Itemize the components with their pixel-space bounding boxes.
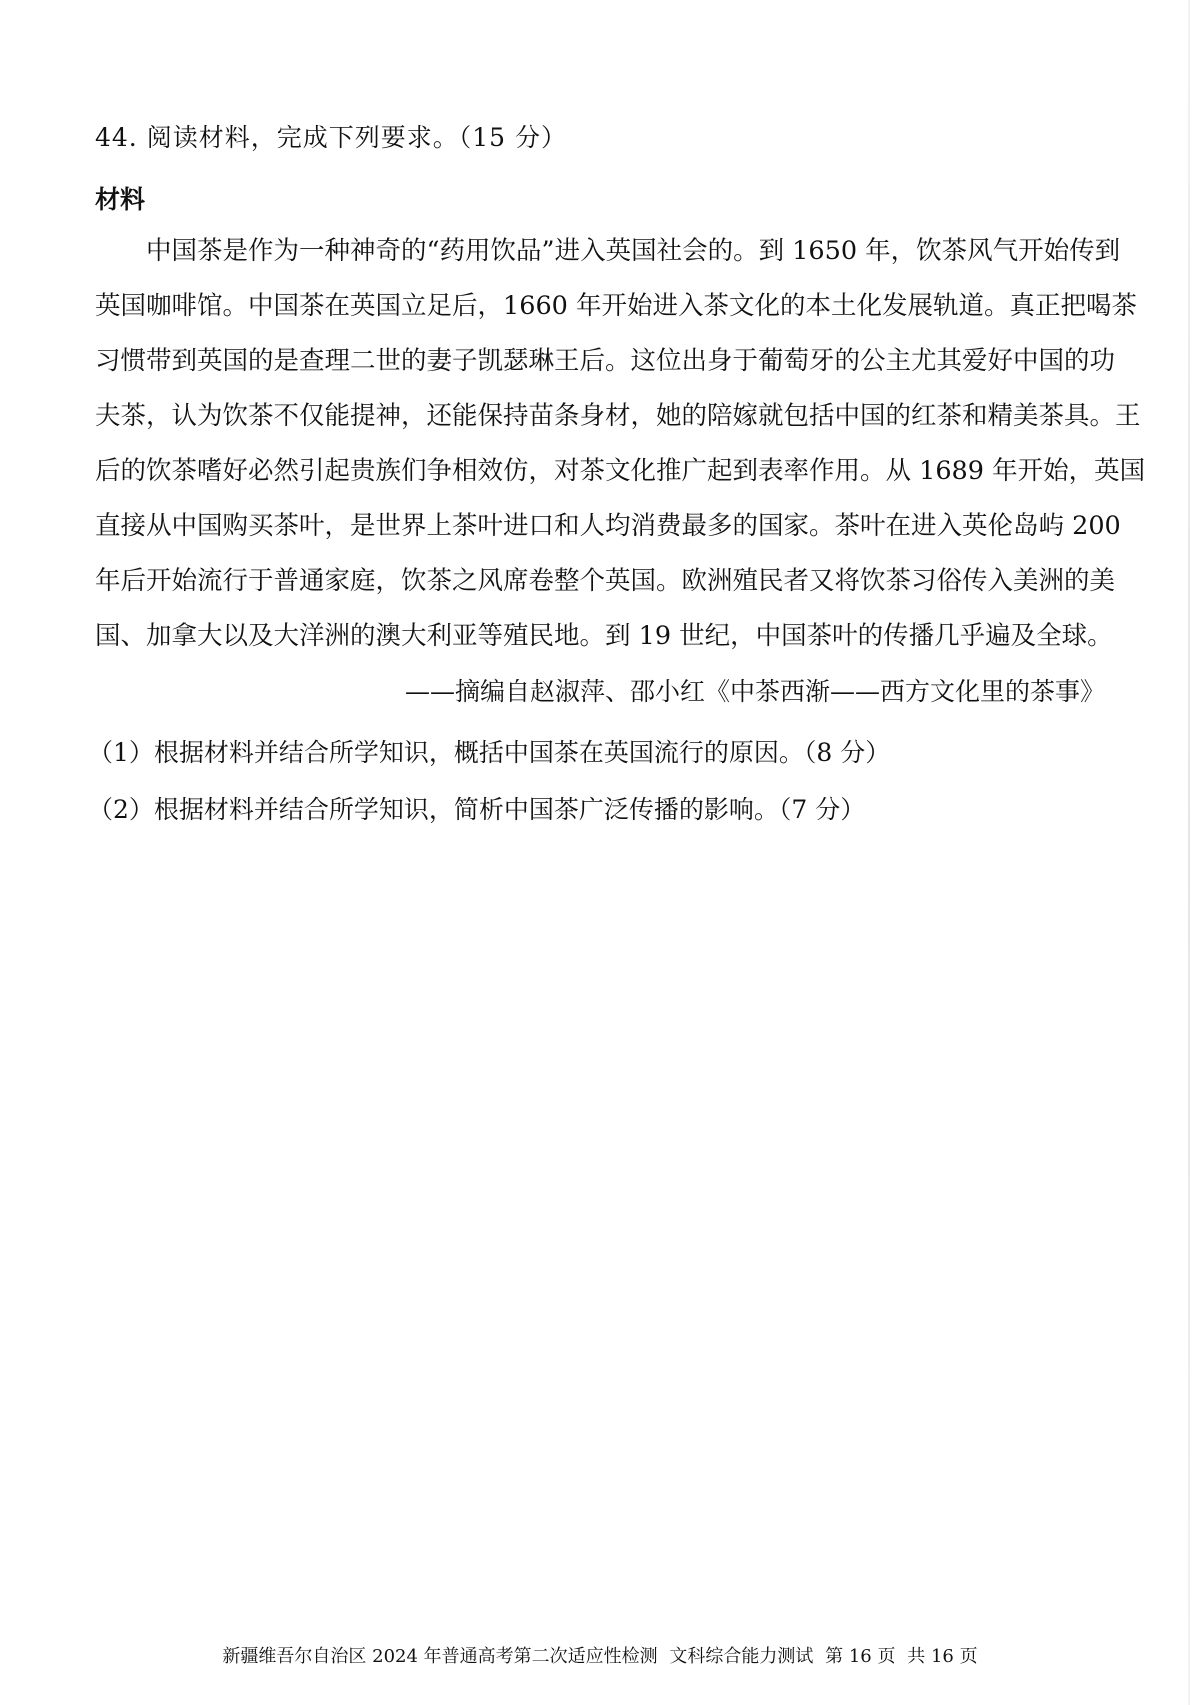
footer-total-pages: 共 16 页 bbox=[907, 1646, 978, 1667]
sub-question-1: （1）根据材料并结合所学知识，概括中国茶在英国流行的原因。（8 分） bbox=[88, 738, 891, 767]
passage-line: 国、加拿大以及大洋洲的澳大利亚等殖民地。到 19 世纪，中国茶叶的传播几乎遍及全球。 bbox=[95, 621, 1113, 651]
passage-line: 年后开始流行于普通家庭，饮茶之风席卷整个英国。欧洲殖民者又将饮茶习俗传入美洲的美 bbox=[95, 566, 1116, 596]
footer-page-number: 第 16 页 bbox=[825, 1646, 896, 1667]
passage-line: 直接从中国购买茶叶，是世界上茶叶进口和人均消费最多的国家。茶叶在进入英伦岛屿 200 bbox=[95, 511, 1121, 541]
material-passage bbox=[95, 224, 1146, 664]
scan-edge-shadow bbox=[1188, 0, 1190, 1705]
material-label: 材料 bbox=[95, 185, 146, 214]
question-title: 44. 阅读材料，完成下列要求。（15 分） bbox=[95, 123, 567, 152]
passage-line: 夫茶，认为饮茶不仅能提神，还能保持苗条身材，她的陪嫁就包括中国的红茶和精美茶具。王 bbox=[95, 401, 1141, 431]
source-citation: ——摘编自赵淑萍、邵小红《中茶西渐——西方文化里的茶事》 bbox=[404, 677, 1105, 706]
sub-question-2: （2）根据材料并结合所学知识，简析中国茶广泛传播的影响。（7 分） bbox=[88, 795, 866, 824]
passage-line: 中国茶是作为一种神奇的“药用饮品”进入英国社会的。到 1650 年，饮茶风气开始传到 bbox=[146, 236, 1121, 266]
passage-line: 英国咖啡馆。中国茶在英国立足后，1660 年开始进入茶文化的本土化发展轨道。真正把喝茶 bbox=[95, 291, 1138, 321]
page-footer bbox=[0, 1642, 1200, 1668]
passage-line: 后的饮茶嗜好必然引起贵族们争相效仿，对茶文化推广起到表率作用。从 1689 年开始，英国 bbox=[95, 456, 1146, 486]
passage-line: 习惯带到英国的是查理二世的妻子凯瑟琳王后。这位出身于葡萄牙的公主尤其爱好中国的功 bbox=[95, 346, 1116, 376]
footer-subject: 文科综合能力测试 bbox=[669, 1646, 814, 1667]
footer-exam-name: 新疆维吾尔自治区 2024 年普通高考第二次适应性检测 bbox=[222, 1646, 658, 1667]
